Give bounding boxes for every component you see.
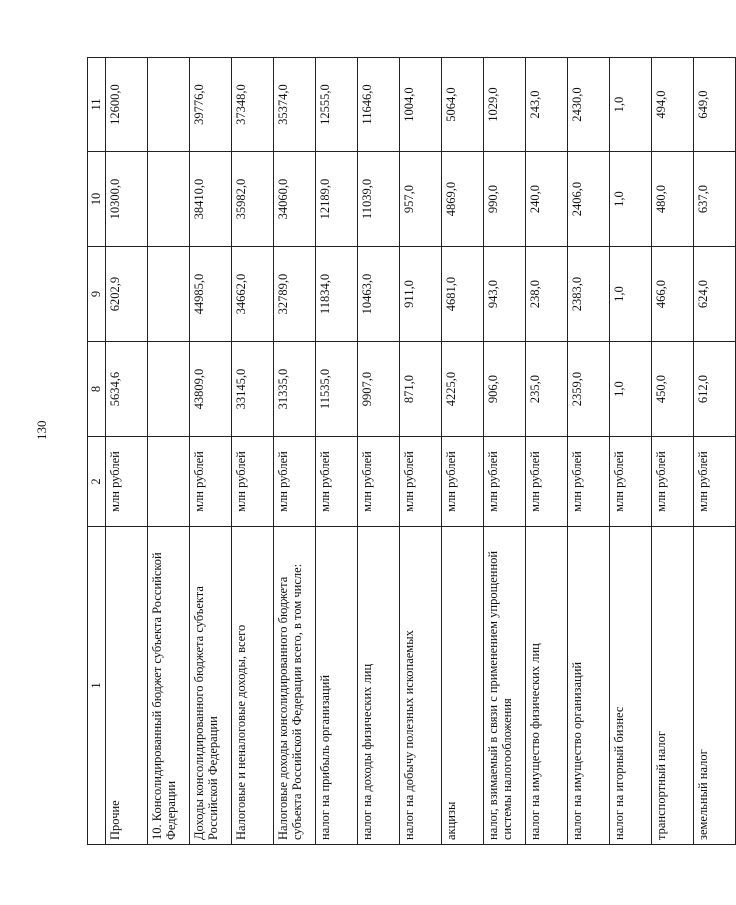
- row-unit: млн рублей: [316, 437, 358, 527]
- table-row: [106, 58, 148, 845]
- table-row: [568, 58, 610, 845]
- row-unit: млн рублей: [106, 437, 148, 527]
- row-value: 494,0: [652, 58, 694, 152]
- row-value: [148, 247, 190, 342]
- table-row: [316, 58, 358, 845]
- row-value: 2359,0: [568, 342, 610, 437]
- row-value: 39776,0: [190, 58, 232, 152]
- row-value: 12600,0: [106, 58, 148, 152]
- row-label: Прочие: [106, 527, 148, 845]
- row-value: 4869,0: [442, 152, 484, 247]
- row-label: транспортный налог: [652, 527, 694, 845]
- column-header: 2: [88, 437, 106, 527]
- row-label: налог на прибыль организаций: [316, 527, 358, 845]
- row-value: 637,0: [694, 152, 736, 247]
- row-value: 34662,0: [232, 247, 274, 342]
- row-label: налог, взимаемый в связи с применением упрощенной системы налогообложения: [484, 527, 526, 845]
- row-value: 43809,0: [190, 342, 232, 437]
- row-value: 911,0: [400, 247, 442, 342]
- row-value: 1029,0: [484, 58, 526, 152]
- row-unit: млн рублей: [232, 437, 274, 527]
- row-value: 1004,0: [400, 58, 442, 152]
- row-value: 44985,0: [190, 247, 232, 342]
- row-label: 10. Консолидированный бюджет субъекта Российской Федерации: [148, 527, 190, 845]
- row-value: 1,0: [610, 247, 652, 342]
- table-row: [148, 58, 190, 845]
- budget-table: [87, 57, 736, 845]
- row-unit: млн рублей: [526, 437, 568, 527]
- row-value: 11535,0: [316, 342, 358, 437]
- row-value: 35374,0: [274, 58, 316, 152]
- row-value: 2383,0: [568, 247, 610, 342]
- table-row: [484, 58, 526, 845]
- row-label: Налоговые доходы консолидированного бюджета субъекта Российской Федерации всего, в том числе:: [274, 527, 316, 845]
- row-value: 1,0: [610, 342, 652, 437]
- row-label: земельный налог: [694, 527, 736, 845]
- row-unit: млн рублей: [694, 437, 736, 527]
- row-value: 906,0: [484, 342, 526, 437]
- table-row: [358, 58, 400, 845]
- row-value: 943,0: [484, 247, 526, 342]
- row-value: 33145,0: [232, 342, 274, 437]
- column-header: 11: [88, 58, 106, 152]
- column-header: 1: [88, 527, 106, 845]
- row-value: 10300,0: [106, 152, 148, 247]
- row-value: 612,0: [694, 342, 736, 437]
- column-header: 10: [88, 152, 106, 247]
- row-unit: млн рублей: [568, 437, 610, 527]
- row-value: 2430,0: [568, 58, 610, 152]
- row-value: 4225,0: [442, 342, 484, 437]
- row-value: 450,0: [652, 342, 694, 437]
- row-label: налог на добычу полезных ископаемых: [400, 527, 442, 845]
- row-value: 35982,0: [232, 152, 274, 247]
- row-value: 624,0: [694, 247, 736, 342]
- row-value: 1,0: [610, 152, 652, 247]
- row-value: [148, 58, 190, 152]
- row-label: налог на имущество физических лиц: [526, 527, 568, 845]
- table-row: [232, 58, 274, 845]
- row-unit: млн рублей: [652, 437, 694, 527]
- row-unit: млн рублей: [484, 437, 526, 527]
- row-value: 11646,0: [358, 58, 400, 152]
- row-value: 4681,0: [442, 247, 484, 342]
- column-header: 8: [88, 342, 106, 437]
- row-label: акцизы: [442, 527, 484, 845]
- row-unit: млн рублей: [442, 437, 484, 527]
- table-row: [190, 58, 232, 845]
- row-value: 871,0: [400, 342, 442, 437]
- row-unit: [148, 437, 190, 527]
- row-label: налог на доходы физических лиц: [358, 527, 400, 845]
- header-row: [88, 58, 106, 845]
- row-value: 34060,0: [274, 152, 316, 247]
- row-value: 37348,0: [232, 58, 274, 152]
- row-value: 235,0: [526, 342, 568, 437]
- row-value: [148, 152, 190, 247]
- table-row: [442, 58, 484, 845]
- row-value: 5634,6: [106, 342, 148, 437]
- row-value: 649,0: [694, 58, 736, 152]
- row-value: 11834,0: [316, 247, 358, 342]
- row-unit: млн рублей: [274, 437, 316, 527]
- table-row: [526, 58, 568, 845]
- row-value: 10463,0: [358, 247, 400, 342]
- column-header: 9: [88, 247, 106, 342]
- row-unit: млн рублей: [400, 437, 442, 527]
- table-container: [87, 58, 710, 845]
- table-row: [400, 58, 442, 845]
- row-unit: млн рублей: [190, 437, 232, 527]
- row-value: 31335,0: [274, 342, 316, 437]
- row-value: 12555,0: [316, 58, 358, 152]
- row-value: 480,0: [652, 152, 694, 247]
- row-value: 6202,9: [106, 247, 148, 342]
- row-value: 32789,0: [274, 247, 316, 342]
- row-value: 238,0: [526, 247, 568, 342]
- row-unit: млн рублей: [610, 437, 652, 527]
- row-value: 5064,0: [442, 58, 484, 152]
- table-body: [106, 58, 736, 845]
- row-value: 12189,0: [316, 152, 358, 247]
- row-label: Доходы консолидированного бюджета субъекта Российской Федерации: [190, 527, 232, 845]
- table-row: [694, 58, 736, 845]
- row-value: 2406,0: [568, 152, 610, 247]
- row-value: 38410,0: [190, 152, 232, 247]
- table-row: [274, 58, 316, 845]
- row-value: 466,0: [652, 247, 694, 342]
- row-unit: млн рублей: [358, 437, 400, 527]
- row-label: налог на игорный бизнес: [610, 527, 652, 845]
- page-number: 130: [34, 420, 49, 440]
- row-value: [148, 342, 190, 437]
- row-value: 957,0: [400, 152, 442, 247]
- row-label: Налоговые и неналоговые доходы, всего: [232, 527, 274, 845]
- row-value: 9907,0: [358, 342, 400, 437]
- row-label: налог на имущество организаций: [568, 527, 610, 845]
- row-value: 240,0: [526, 152, 568, 247]
- row-value: 990,0: [484, 152, 526, 247]
- row-value: 243,0: [526, 58, 568, 152]
- row-value: 11039,0: [358, 152, 400, 247]
- row-value: 1,0: [610, 58, 652, 152]
- table-row: [610, 58, 652, 845]
- table-row: [652, 58, 694, 845]
